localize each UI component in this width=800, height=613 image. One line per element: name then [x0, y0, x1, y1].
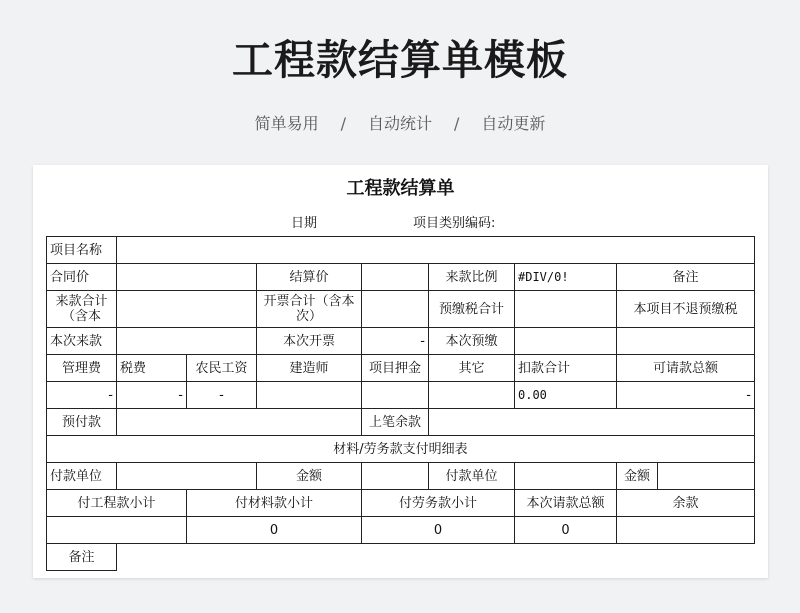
- table-row: [47, 436, 755, 463]
- page-title: 工程款结算单模板: [232, 36, 568, 84]
- amount-label: 金额: [257, 463, 362, 490]
- feature-auto-stats: 自动统计: [367, 114, 432, 133]
- deduction-value[interactable]: -: [187, 382, 257, 409]
- remarks-label: 备注: [47, 544, 117, 571]
- prepaid-tax-total-cell[interactable]: [515, 291, 617, 328]
- deduction-header: 税费: [117, 355, 187, 382]
- current-received-cell[interactable]: [117, 328, 257, 355]
- deduction-header: 其它: [429, 355, 515, 382]
- subtotal-value: 0: [515, 517, 617, 544]
- settlement-price-cell[interactable]: [362, 264, 429, 291]
- payee-unit-cell[interactable]: [117, 463, 257, 490]
- amount-label: 金额: [617, 463, 658, 489]
- remarks-header: 备注: [617, 264, 755, 291]
- balance-value: [617, 517, 755, 544]
- detail-section-title: 材料/劳务款支付明细表: [47, 436, 755, 463]
- total-invoiced-cell[interactable]: [362, 291, 429, 328]
- subtotal-value: 0: [362, 517, 515, 544]
- deduction-value[interactable]: -: [117, 382, 187, 409]
- settlement-price-label: 结算价: [257, 264, 362, 291]
- deduction-value[interactable]: [362, 382, 429, 409]
- blank-cell[interactable]: [617, 328, 755, 355]
- deduction-header: 项目押金: [362, 355, 429, 382]
- subtotal-header: 付工程款小计: [47, 490, 187, 517]
- subtotal-header: 付劳务款小计: [362, 490, 515, 517]
- deduction-header: 可请款总额: [617, 355, 755, 382]
- subtotal-value: [47, 517, 187, 544]
- table-row: [47, 409, 755, 436]
- deduction-header: 扣款合计: [515, 355, 617, 382]
- project-code-label: 项目类别编码:: [413, 216, 496, 231]
- payment-ratio-label: 来款比例: [429, 264, 515, 291]
- prepayment-label: 预付款: [47, 409, 117, 436]
- remarks-cell[interactable]: [117, 544, 755, 571]
- table-row: [47, 517, 755, 544]
- deduction-header: 农民工资: [187, 355, 257, 382]
- table-row: [47, 382, 755, 409]
- amount-pair: [617, 463, 755, 490]
- table-row: [47, 237, 755, 264]
- current-received-label: 本次来款: [47, 328, 117, 355]
- total-received-cell[interactable]: [117, 291, 257, 328]
- subtotal-header: 本次请款总额: [515, 490, 617, 517]
- contract-price-label: 合同价: [47, 264, 117, 291]
- feature-subtitle: [0, 112, 800, 136]
- deduction-value[interactable]: [257, 382, 362, 409]
- contract-price-cell[interactable]: [117, 264, 257, 291]
- deduction-value[interactable]: -: [47, 382, 117, 409]
- settlement-sheet: [33, 165, 768, 578]
- last-balance-label: 上笔余款: [362, 409, 429, 436]
- table-row: [47, 544, 755, 571]
- project-name-label: 项目名称: [47, 237, 117, 264]
- requestable-total-value: -: [617, 382, 755, 409]
- subtotal-header: 付材料款小计: [187, 490, 362, 517]
- payee-unit-label: 付款单位: [47, 463, 117, 490]
- table-row: [47, 463, 755, 490]
- total-received-label: 来款合计（含本: [47, 291, 117, 328]
- payment-ratio-value: #DIV/0!: [515, 264, 617, 291]
- total-invoiced-label: 开票合计（含本次）: [257, 291, 362, 328]
- settlement-table: [46, 236, 755, 571]
- sheet-title: 工程款结算单: [346, 178, 455, 199]
- table-row: [47, 291, 755, 328]
- separator: /: [340, 114, 346, 133]
- subtotal-value: 0: [187, 517, 362, 544]
- last-balance-cell[interactable]: [429, 409, 755, 436]
- table-row: [47, 490, 755, 517]
- current-invoice-label: 本次开票: [257, 328, 362, 355]
- current-prepay-label: 本次预缴: [429, 328, 515, 355]
- table-row: [47, 264, 755, 291]
- prepayment-cell[interactable]: [117, 409, 362, 436]
- amount-cell[interactable]: [658, 463, 754, 489]
- deduction-total-value: 0.00: [515, 382, 617, 409]
- current-prepay-cell[interactable]: [515, 328, 617, 355]
- table-row: [47, 328, 755, 355]
- amount-cell[interactable]: [362, 463, 429, 490]
- current-invoice-value: -: [362, 328, 429, 355]
- feature-easy: 简单易用: [254, 114, 319, 133]
- payee-unit-label: 付款单位: [429, 463, 515, 490]
- prepaid-tax-total-label: 预缴税合计: [429, 291, 515, 328]
- deduction-header: 管理费: [47, 355, 117, 382]
- project-name-cell[interactable]: [117, 237, 755, 264]
- deduction-value[interactable]: [429, 382, 515, 409]
- no-refund-note: 本项目不退预缴税: [617, 291, 755, 328]
- feature-auto-update: 自动更新: [481, 114, 546, 133]
- date-label: 日期: [291, 216, 318, 231]
- deduction-header: 建造师: [257, 355, 362, 382]
- payee-unit-cell[interactable]: [515, 463, 617, 490]
- subtotal-header: 余款: [617, 490, 755, 517]
- table-row: [47, 355, 755, 382]
- separator: /: [454, 114, 460, 133]
